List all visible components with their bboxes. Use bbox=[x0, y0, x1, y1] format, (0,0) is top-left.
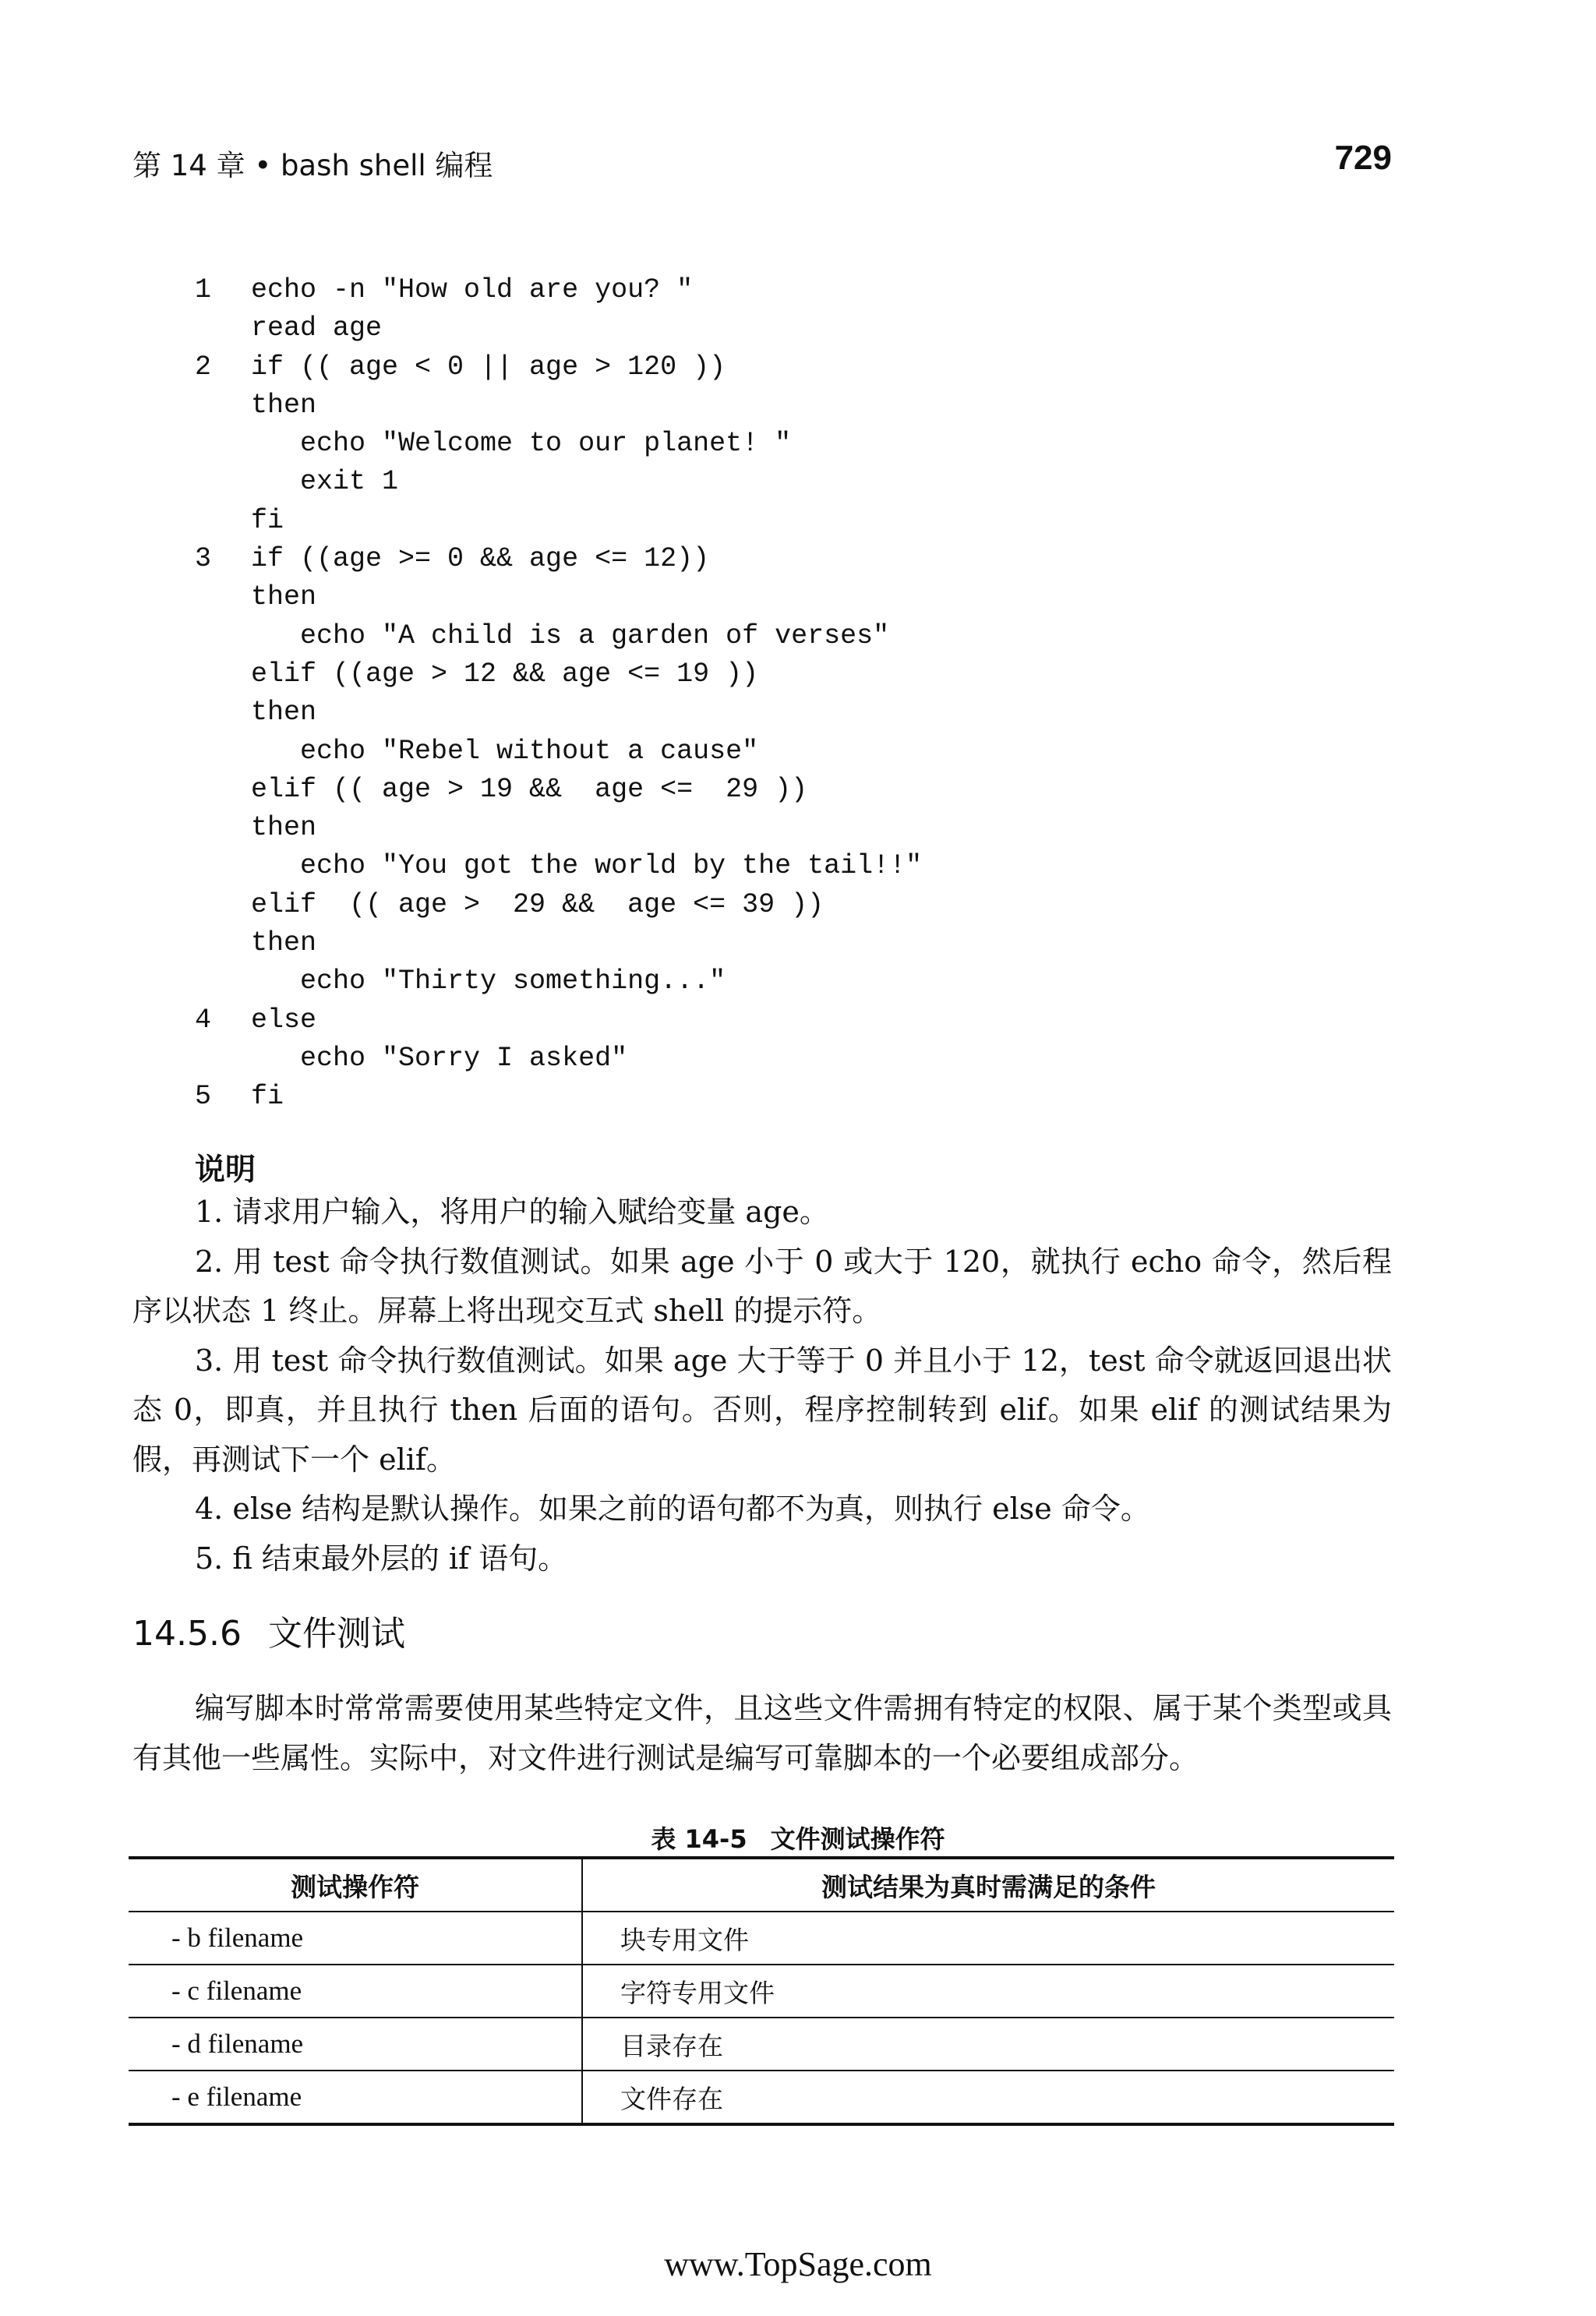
code-line-text: else bbox=[251, 1004, 317, 1036]
code-line-number: 5 bbox=[195, 1081, 212, 1113]
table-row bbox=[129, 2018, 1394, 2071]
page-header bbox=[132, 139, 1392, 185]
table-cell-condition: 目录存在 bbox=[582, 2018, 1394, 2071]
section-title: 文件测试 bbox=[267, 1614, 405, 1654]
table-cell-condition: 块专用文件 bbox=[582, 1912, 1394, 1965]
table-caption-number: 表 14-5 bbox=[651, 1824, 747, 1854]
table-cell-condition: 文件存在 bbox=[582, 2071, 1394, 2124]
table-header-condition: 测试结果为真时需满足的条件 bbox=[582, 1858, 1394, 1912]
code-line-text: echo "A child is a garden of verses" bbox=[251, 620, 890, 651]
code-line-text: echo "Sorry I asked" bbox=[251, 1042, 628, 1074]
code-line-number: 3 bbox=[195, 543, 212, 575]
section-body bbox=[132, 1683, 1392, 1783]
table-cell-operator: - d filename bbox=[129, 2018, 582, 2071]
code-line-text: fi bbox=[251, 504, 284, 536]
explanation-item: 2. 用 test 命令执行数值测试。如果 age 小于 0 或大于 120，就执行 echo 命令，然后程序以状态 1 终止。屏幕上将出现交互式 shell 的提示符。 bbox=[132, 1244, 1392, 1328]
code-line-text: echo "Rebel without a cause" bbox=[251, 735, 759, 767]
code-line-text: elif (( age > 29 && age <= 39 )) bbox=[251, 888, 824, 920]
code-line-text: exit 1 bbox=[251, 466, 399, 498]
footer-url: www.TopSage.com bbox=[664, 2245, 932, 2283]
explanation-item: 4. else 结构是默认操作。如果之前的语句都不为真，则执行 else 命令。 bbox=[195, 1492, 1150, 1526]
code-line-text: echo "You got the world by the tail!!" bbox=[251, 850, 923, 882]
code-line-text: echo -n "How old are you? " bbox=[251, 274, 694, 305]
code-line-text: elif (( age > 19 && age <= 29 )) bbox=[251, 773, 808, 805]
code-line-text: elif ((age > 12 && age <= 19 )) bbox=[251, 658, 759, 690]
code-line-text: fi bbox=[251, 1081, 284, 1113]
code-line-text: echo "Welcome to our planet! " bbox=[251, 428, 792, 460]
table-cell-operator: - c filename bbox=[129, 1965, 582, 2018]
table-row bbox=[129, 1965, 1394, 2018]
page-number: 729 bbox=[1334, 139, 1392, 177]
code-line-text: then bbox=[251, 697, 317, 729]
section-heading bbox=[132, 1605, 405, 1655]
section-number: 14.5.6 bbox=[132, 1614, 242, 1654]
table-row bbox=[129, 2071, 1394, 2124]
table-caption bbox=[0, 1820, 1596, 1855]
code-line-text: then bbox=[251, 581, 317, 613]
explanation-title: 说明 bbox=[195, 1153, 256, 1188]
code-line-text: if (( age < 0 || age > 120 )) bbox=[251, 351, 726, 383]
chapter-title: 第 14 章 • bash shell 编程 bbox=[132, 149, 493, 182]
code-line-text: then bbox=[251, 927, 317, 959]
code-line-text: read age bbox=[251, 312, 383, 344]
table-cell-operator: - e filename bbox=[129, 2071, 582, 2124]
table-header-row bbox=[129, 1858, 1394, 1912]
code-line-text: echo "Thirty something..." bbox=[251, 966, 726, 997]
table-row bbox=[129, 1912, 1394, 1965]
code-line-text: if ((age >= 0 && age <= 12)) bbox=[251, 543, 710, 575]
table-caption-title: 文件测试操作符 bbox=[770, 1824, 945, 1854]
code-line-text: then bbox=[251, 389, 317, 421]
table-header-operator: 测试操作符 bbox=[129, 1858, 582, 1912]
code-line-number: 2 bbox=[195, 351, 212, 383]
explanation-item: 3. 用 test 命令执行数值测试。如果 age 大于等于 0 并且小于 12，test 命令就返回退出状态 0，即真，并且执行 then 后面的语句。否则，程序控制转到 elif。如果 elif 的测试结果为假，再测试下一个 elif。 bbox=[132, 1343, 1392, 1477]
section-paragraph: 编写脚本时常常需要使用某些特定文件，且这些文件需拥有特定的权限、属于某个类型或具有其他一些属性。实际中，对文件进行测试是编写可靠脚本的一个必要组成部分。 bbox=[132, 1691, 1392, 1775]
explanation-list bbox=[132, 1188, 1392, 1583]
code-line-text: then bbox=[251, 812, 317, 844]
explanation-item: 5. fi 结束最外层的 if 语句。 bbox=[195, 1541, 568, 1576]
file-test-operators-table bbox=[129, 1856, 1394, 2126]
code-line-number: 1 bbox=[195, 274, 212, 305]
explanation-item: 1. 请求用户输入，将用户的输入赋给变量 age。 bbox=[195, 1195, 829, 1229]
table-cell-condition: 字符专用文件 bbox=[582, 1965, 1394, 2018]
code-line-number: 4 bbox=[195, 1004, 212, 1036]
table-cell-operator: - b filename bbox=[129, 1912, 582, 1965]
